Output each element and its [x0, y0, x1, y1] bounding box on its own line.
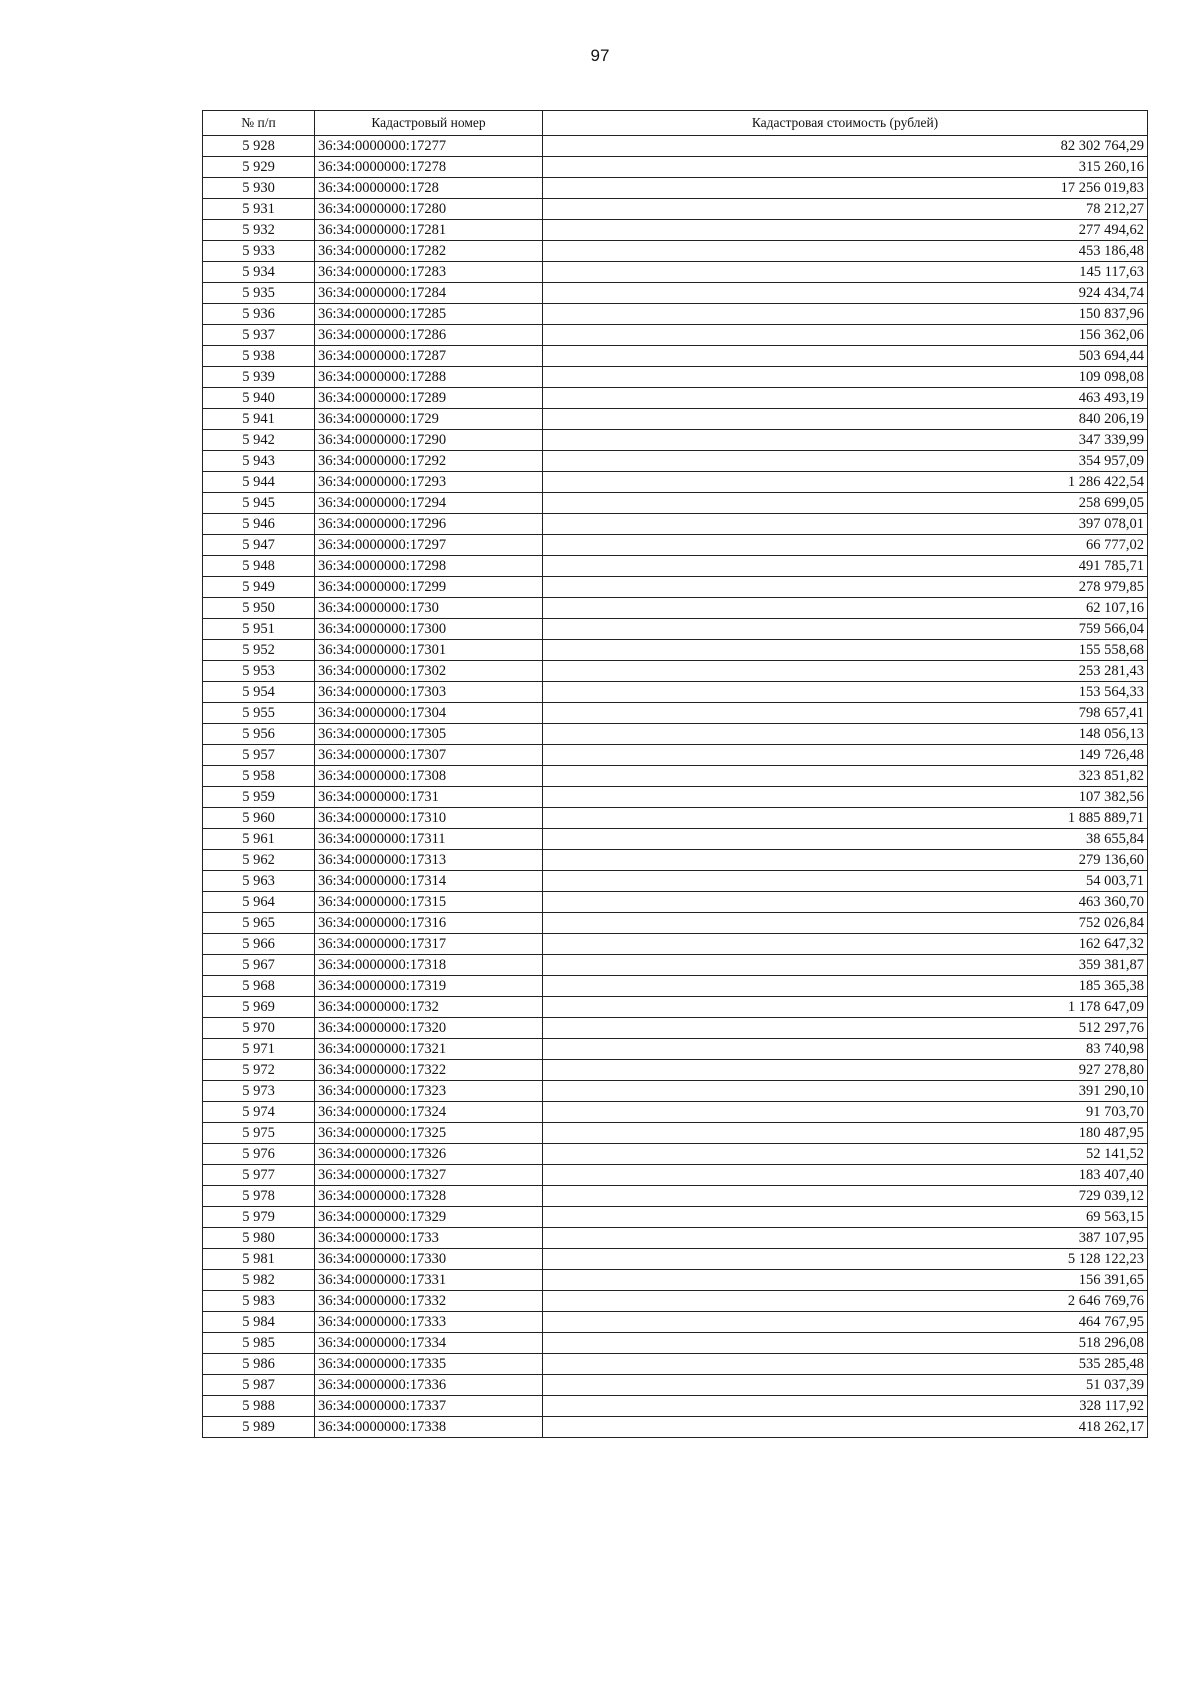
row-number-cell: 5 948 — [203, 556, 315, 577]
table-row — [203, 220, 1148, 241]
cadastral-number-cell: 36:34:0000000:17286 — [315, 325, 543, 346]
table-row — [203, 1060, 1148, 1081]
table-row — [203, 766, 1148, 787]
cadastral-value-cell: 17 256 019,83 — [543, 178, 1148, 199]
cadastral-number-cell: 36:34:0000000:17300 — [315, 619, 543, 640]
table-row — [203, 388, 1148, 409]
cadastral-value-cell: 1 178 647,09 — [543, 997, 1148, 1018]
table-row — [203, 619, 1148, 640]
row-number-cell: 5 984 — [203, 1312, 315, 1333]
cadastral-value-cell: 328 117,92 — [543, 1396, 1148, 1417]
table-row — [203, 1228, 1148, 1249]
cadastral-value-cell: 924 434,74 — [543, 283, 1148, 304]
row-number-cell: 5 970 — [203, 1018, 315, 1039]
cadastral-number-cell: 36:34:0000000:17290 — [315, 430, 543, 451]
cadastral-value-cell: 162 647,32 — [543, 934, 1148, 955]
table-row — [203, 1333, 1148, 1354]
cadastral-number-cell: 36:34:0000000:1731 — [315, 787, 543, 808]
cadastral-value-cell: 840 206,19 — [543, 409, 1148, 430]
cadastral-number-cell: 36:34:0000000:17304 — [315, 703, 543, 724]
cadastral-number-cell: 36:34:0000000:17278 — [315, 157, 543, 178]
cadastral-value-cell: 91 703,70 — [543, 1102, 1148, 1123]
row-number-cell: 5 929 — [203, 157, 315, 178]
cadastral-value-cell: 62 107,16 — [543, 598, 1148, 619]
cadastral-value-cell: 107 382,56 — [543, 787, 1148, 808]
cadastral-value-cell: 323 851,82 — [543, 766, 1148, 787]
table-row — [203, 913, 1148, 934]
table-row — [203, 136, 1148, 157]
row-number-cell: 5 936 — [203, 304, 315, 325]
cadastral-number-cell: 36:34:0000000:17316 — [315, 913, 543, 934]
cadastral-number-cell: 36:34:0000000:17329 — [315, 1207, 543, 1228]
header-cadastral-number: Кадастровый номер — [315, 111, 543, 136]
table-row — [203, 178, 1148, 199]
table-row — [203, 304, 1148, 325]
table-row — [203, 1312, 1148, 1333]
cadastral-value-cell: 5 128 122,23 — [543, 1249, 1148, 1270]
cadastral-value-cell: 752 026,84 — [543, 913, 1148, 934]
table-body — [203, 136, 1148, 1438]
cadastral-number-cell: 36:34:0000000:17284 — [315, 283, 543, 304]
cadastral-number-cell: 36:34:0000000:17334 — [315, 1333, 543, 1354]
cadastral-number-cell: 36:34:0000000:17307 — [315, 745, 543, 766]
cadastral-number-cell: 36:34:0000000:17308 — [315, 766, 543, 787]
cadastral-value-cell: 54 003,71 — [543, 871, 1148, 892]
cadastral-number-cell: 36:34:0000000:17333 — [315, 1312, 543, 1333]
cadastral-number-cell: 36:34:0000000:17324 — [315, 1102, 543, 1123]
cadastral-value-cell: 180 487,95 — [543, 1123, 1148, 1144]
cadastral-number-cell: 36:34:0000000:17299 — [315, 577, 543, 598]
row-number-cell: 5 982 — [203, 1270, 315, 1291]
row-number-cell: 5 955 — [203, 703, 315, 724]
cadastral-number-cell: 36:34:0000000:17331 — [315, 1270, 543, 1291]
cadastral-value-cell: 397 078,01 — [543, 514, 1148, 535]
cadastral-number-cell: 36:34:0000000:17302 — [315, 661, 543, 682]
row-number-cell: 5 966 — [203, 934, 315, 955]
cadastral-number-cell: 36:34:0000000:17287 — [315, 346, 543, 367]
cadastral-number-cell: 36:34:0000000:17325 — [315, 1123, 543, 1144]
row-number-cell: 5 943 — [203, 451, 315, 472]
cadastral-value-cell: 798 657,41 — [543, 703, 1148, 724]
cadastral-number-cell: 36:34:0000000:17335 — [315, 1354, 543, 1375]
cadastral-value-cell: 463 493,19 — [543, 388, 1148, 409]
table-row — [203, 1102, 1148, 1123]
table-row — [203, 661, 1148, 682]
row-number-cell: 5 978 — [203, 1186, 315, 1207]
table-row — [203, 1270, 1148, 1291]
row-number-cell: 5 954 — [203, 682, 315, 703]
table-row — [203, 409, 1148, 430]
table-row — [203, 472, 1148, 493]
cadastral-value-cell: 354 957,09 — [543, 451, 1148, 472]
cadastral-value-cell: 277 494,62 — [543, 220, 1148, 241]
row-number-cell: 5 933 — [203, 241, 315, 262]
cadastral-number-cell: 36:34:0000000:17326 — [315, 1144, 543, 1165]
row-number-cell: 5 960 — [203, 808, 315, 829]
row-number-cell: 5 942 — [203, 430, 315, 451]
cadastral-value-cell: 83 740,98 — [543, 1039, 1148, 1060]
table-row — [203, 892, 1148, 913]
cadastral-number-cell: 36:34:0000000:17296 — [315, 514, 543, 535]
cadastral-value-cell: 535 285,48 — [543, 1354, 1148, 1375]
table-row — [203, 1375, 1148, 1396]
cadastral-value-cell: 418 262,17 — [543, 1417, 1148, 1438]
row-number-cell: 5 973 — [203, 1081, 315, 1102]
cadastral-value-cell: 150 837,96 — [543, 304, 1148, 325]
row-number-cell: 5 952 — [203, 640, 315, 661]
cadastral-value-cell: 512 297,76 — [543, 1018, 1148, 1039]
table-row — [203, 1123, 1148, 1144]
table-row — [203, 556, 1148, 577]
row-number-cell: 5 971 — [203, 1039, 315, 1060]
cadastral-value-cell: 52 141,52 — [543, 1144, 1148, 1165]
row-number-cell: 5 980 — [203, 1228, 315, 1249]
cadastral-value-cell: 503 694,44 — [543, 346, 1148, 367]
table-row — [203, 283, 1148, 304]
row-number-cell: 5 937 — [203, 325, 315, 346]
cadastral-value-cell: 315 260,16 — [543, 157, 1148, 178]
cadastral-number-cell: 36:34:0000000:1732 — [315, 997, 543, 1018]
row-number-cell: 5 965 — [203, 913, 315, 934]
cadastral-value-cell: 518 296,08 — [543, 1333, 1148, 1354]
cadastral-number-cell: 36:34:0000000:17319 — [315, 976, 543, 997]
table-row — [203, 514, 1148, 535]
row-number-cell: 5 944 — [203, 472, 315, 493]
table-row — [203, 703, 1148, 724]
cadastral-value-cell: 391 290,10 — [543, 1081, 1148, 1102]
cadastral-number-cell: 36:34:0000000:17314 — [315, 871, 543, 892]
cadastral-number-cell: 36:34:0000000:1730 — [315, 598, 543, 619]
row-number-cell: 5 979 — [203, 1207, 315, 1228]
row-number-cell: 5 935 — [203, 283, 315, 304]
cadastral-value-cell: 69 563,15 — [543, 1207, 1148, 1228]
cadastral-value-cell: 38 655,84 — [543, 829, 1148, 850]
cadastral-value-cell: 258 699,05 — [543, 493, 1148, 514]
table-row — [203, 1144, 1148, 1165]
cadastral-value-cell: 1 286 422,54 — [543, 472, 1148, 493]
row-number-cell: 5 953 — [203, 661, 315, 682]
table-row — [203, 1396, 1148, 1417]
row-number-cell: 5 957 — [203, 745, 315, 766]
row-number-cell: 5 930 — [203, 178, 315, 199]
table-row — [203, 346, 1148, 367]
cadastral-number-cell: 36:34:0000000:1733 — [315, 1228, 543, 1249]
cadastral-number-cell: 36:34:0000000:17338 — [315, 1417, 543, 1438]
cadastral-number-cell: 36:34:0000000:1728 — [315, 178, 543, 199]
cadastral-number-cell: 36:34:0000000:17305 — [315, 724, 543, 745]
cadastral-value-cell: 729 039,12 — [543, 1186, 1148, 1207]
table-row — [203, 745, 1148, 766]
cadastral-value-cell: 145 117,63 — [543, 262, 1148, 283]
row-number-cell: 5 975 — [203, 1123, 315, 1144]
cadastral-value-cell: 66 777,02 — [543, 535, 1148, 556]
row-number-cell: 5 985 — [203, 1333, 315, 1354]
cadastral-value-cell: 109 098,08 — [543, 367, 1148, 388]
table-row — [203, 325, 1148, 346]
cadastral-value-cell: 183 407,40 — [543, 1165, 1148, 1186]
table-row — [203, 451, 1148, 472]
table-row — [203, 640, 1148, 661]
row-number-cell: 5 964 — [203, 892, 315, 913]
cadastral-number-cell: 36:34:0000000:17277 — [315, 136, 543, 157]
header-row-number: № п/п — [203, 111, 315, 136]
table-row — [203, 1039, 1148, 1060]
cadastral-value-cell: 927 278,80 — [543, 1060, 1148, 1081]
cadastral-number-cell: 36:34:0000000:17327 — [315, 1165, 543, 1186]
row-number-cell: 5 956 — [203, 724, 315, 745]
cadastral-number-cell: 36:34:0000000:17328 — [315, 1186, 543, 1207]
row-number-cell: 5 949 — [203, 577, 315, 598]
table-row — [203, 1018, 1148, 1039]
cadastral-value-cell: 149 726,48 — [543, 745, 1148, 766]
cadastral-value-cell: 82 302 764,29 — [543, 136, 1148, 157]
row-number-cell: 5 986 — [203, 1354, 315, 1375]
cadastral-number-cell: 36:34:0000000:17282 — [315, 241, 543, 262]
row-number-cell: 5 989 — [203, 1417, 315, 1438]
cadastral-number-cell: 36:34:0000000:17280 — [315, 199, 543, 220]
row-number-cell: 5 972 — [203, 1060, 315, 1081]
cadastral-number-cell: 36:34:0000000:17322 — [315, 1060, 543, 1081]
cadastral-number-cell: 36:34:0000000:17293 — [315, 472, 543, 493]
cadastral-value-cell: 278 979,85 — [543, 577, 1148, 598]
cadastral-number-cell: 36:34:0000000:17318 — [315, 955, 543, 976]
cadastral-number-cell: 36:34:0000000:17317 — [315, 934, 543, 955]
table-row — [203, 682, 1148, 703]
cadastral-value-cell: 464 767,95 — [543, 1312, 1148, 1333]
table-row — [203, 724, 1148, 745]
row-number-cell: 5 945 — [203, 493, 315, 514]
row-number-cell: 5 947 — [203, 535, 315, 556]
table-row — [203, 157, 1148, 178]
row-number-cell: 5 928 — [203, 136, 315, 157]
table-row — [203, 1207, 1148, 1228]
cadastral-value-cell: 253 281,43 — [543, 661, 1148, 682]
cadastral-number-cell: 36:34:0000000:1729 — [315, 409, 543, 430]
table-row — [203, 367, 1148, 388]
table-row — [203, 577, 1148, 598]
table-row — [203, 1081, 1148, 1102]
cadastral-number-cell: 36:34:0000000:17301 — [315, 640, 543, 661]
row-number-cell: 5 983 — [203, 1291, 315, 1312]
table-row — [203, 1186, 1148, 1207]
cadastral-value-cell: 156 391,65 — [543, 1270, 1148, 1291]
row-number-cell: 5 931 — [203, 199, 315, 220]
row-number-cell: 5 934 — [203, 262, 315, 283]
row-number-cell: 5 951 — [203, 619, 315, 640]
cadastral-value-cell: 155 558,68 — [543, 640, 1148, 661]
table-row — [203, 829, 1148, 850]
cadastral-number-cell: 36:34:0000000:17323 — [315, 1081, 543, 1102]
row-number-cell: 5 977 — [203, 1165, 315, 1186]
cadastral-value-cell: 185 365,38 — [543, 976, 1148, 997]
header-cadastral-value: Кадастровая стоимость (рублей) — [543, 111, 1148, 136]
cadastral-number-cell: 36:34:0000000:17281 — [315, 220, 543, 241]
cadastral-value-cell: 359 381,87 — [543, 955, 1148, 976]
row-number-cell: 5 981 — [203, 1249, 315, 1270]
table-row — [203, 535, 1148, 556]
cadastral-number-cell: 36:34:0000000:17288 — [315, 367, 543, 388]
row-number-cell: 5 940 — [203, 388, 315, 409]
row-number-cell: 5 987 — [203, 1375, 315, 1396]
cadastral-number-cell: 36:34:0000000:17337 — [315, 1396, 543, 1417]
row-number-cell: 5 969 — [203, 997, 315, 1018]
row-number-cell: 5 967 — [203, 955, 315, 976]
row-number-cell: 5 939 — [203, 367, 315, 388]
cadastral-value-cell: 2 646 769,76 — [543, 1291, 1148, 1312]
table-row — [203, 934, 1148, 955]
table-row — [203, 871, 1148, 892]
table-row — [203, 787, 1148, 808]
cadastral-value-cell: 51 037,39 — [543, 1375, 1148, 1396]
table-row — [203, 262, 1148, 283]
cadastral-value-cell: 453 186,48 — [543, 241, 1148, 262]
table-row — [203, 1165, 1148, 1186]
cadastral-value-cell: 759 566,04 — [543, 619, 1148, 640]
cadastral-number-cell: 36:34:0000000:17294 — [315, 493, 543, 514]
cadastral-value-cell: 279 136,60 — [543, 850, 1148, 871]
table-row — [203, 955, 1148, 976]
cadastral-number-cell: 36:34:0000000:17283 — [315, 262, 543, 283]
row-number-cell: 5 988 — [203, 1396, 315, 1417]
table-row — [203, 598, 1148, 619]
cadastral-number-cell: 36:34:0000000:17298 — [315, 556, 543, 577]
cadastral-number-cell: 36:34:0000000:17303 — [315, 682, 543, 703]
page-number: 97 — [590, 46, 610, 65]
cadastral-value-cell: 148 056,13 — [543, 724, 1148, 745]
row-number-cell: 5 961 — [203, 829, 315, 850]
cadastral-number-cell: 36:34:0000000:17285 — [315, 304, 543, 325]
table-row — [203, 493, 1148, 514]
cadastral-number-cell: 36:34:0000000:17297 — [315, 535, 543, 556]
cadastral-value-cell: 387 107,95 — [543, 1228, 1148, 1249]
cadastral-value-cell: 347 339,99 — [543, 430, 1148, 451]
cadastral-value-cell: 153 564,33 — [543, 682, 1148, 703]
row-number-cell: 5 974 — [203, 1102, 315, 1123]
cadastral-number-cell: 36:34:0000000:17320 — [315, 1018, 543, 1039]
row-number-cell: 5 976 — [203, 1144, 315, 1165]
cadastral-number-cell: 36:34:0000000:17292 — [315, 451, 543, 472]
cadastral-number-cell: 36:34:0000000:17311 — [315, 829, 543, 850]
cadastral-number-cell: 36:34:0000000:17330 — [315, 1249, 543, 1270]
table-row — [203, 241, 1148, 262]
table-row — [203, 997, 1148, 1018]
table-row — [203, 808, 1148, 829]
row-number-cell: 5 941 — [203, 409, 315, 430]
row-number-cell: 5 938 — [203, 346, 315, 367]
table-row — [203, 1417, 1148, 1438]
cadastral-number-cell: 36:34:0000000:17289 — [315, 388, 543, 409]
cadastral-number-cell: 36:34:0000000:17321 — [315, 1039, 543, 1060]
cadastral-value-cell: 463 360,70 — [543, 892, 1148, 913]
table-row — [203, 1291, 1148, 1312]
cadastral-number-cell: 36:34:0000000:17315 — [315, 892, 543, 913]
table-row — [203, 430, 1148, 451]
row-number-cell: 5 950 — [203, 598, 315, 619]
cadastral-value-cell: 78 212,27 — [543, 199, 1148, 220]
cadastral-number-cell: 36:34:0000000:17313 — [315, 850, 543, 871]
row-number-cell: 5 963 — [203, 871, 315, 892]
cadastral-number-cell: 36:34:0000000:17310 — [315, 808, 543, 829]
table-row — [203, 199, 1148, 220]
row-number-cell: 5 959 — [203, 787, 315, 808]
row-number-cell: 5 932 — [203, 220, 315, 241]
row-number-cell: 5 946 — [203, 514, 315, 535]
row-number-cell: 5 962 — [203, 850, 315, 871]
table-header-row — [203, 111, 1148, 136]
table-row — [203, 850, 1148, 871]
cadastral-value-cell: 491 785,71 — [543, 556, 1148, 577]
cadastral-number-cell: 36:34:0000000:17336 — [315, 1375, 543, 1396]
cadastral-value-cell: 156 362,06 — [543, 325, 1148, 346]
table-row — [203, 976, 1148, 997]
row-number-cell: 5 968 — [203, 976, 315, 997]
table-row — [203, 1354, 1148, 1375]
cadastral-number-cell: 36:34:0000000:17332 — [315, 1291, 543, 1312]
cadastral-value-table — [202, 110, 1148, 1438]
table-row — [203, 1249, 1148, 1270]
cadastral-value-cell: 1 885 889,71 — [543, 808, 1148, 829]
row-number-cell: 5 958 — [203, 766, 315, 787]
